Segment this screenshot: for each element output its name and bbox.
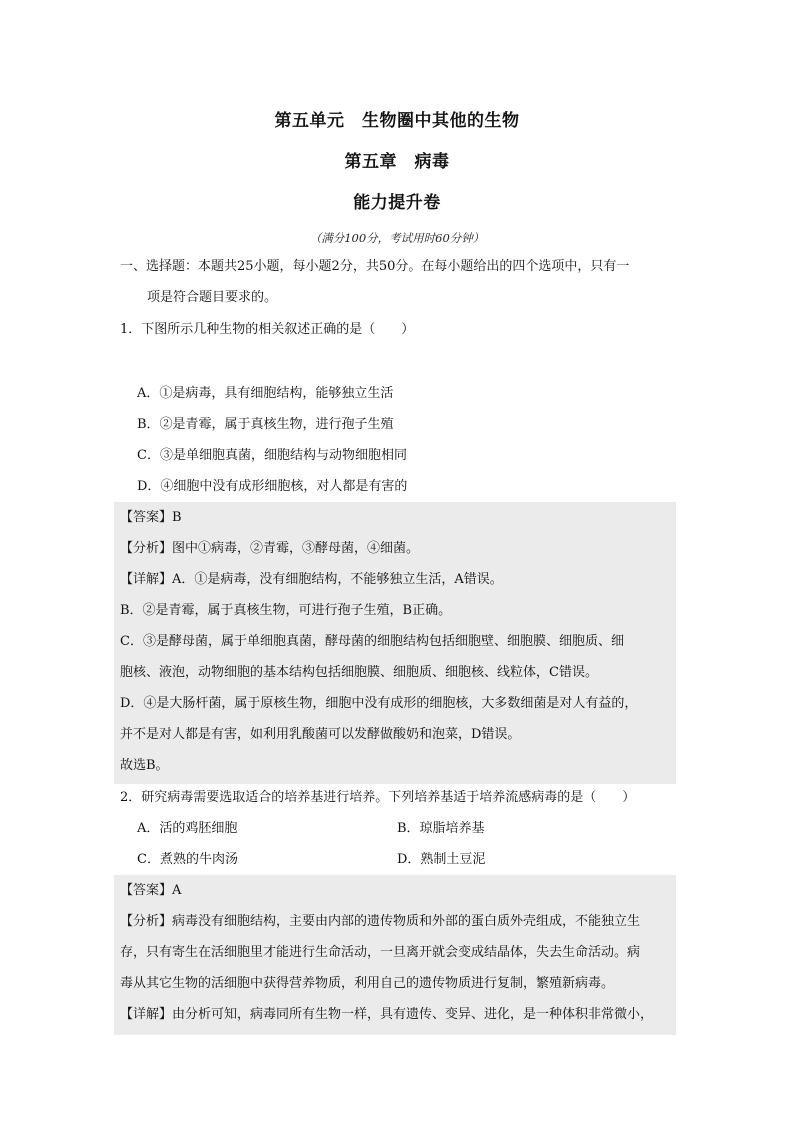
question-1-detail-line: 并不是对人都是有害，如利用乳酸菌可以发酵做酸奶和泡菜，D错误。 — [120, 727, 521, 742]
question-1-detail-line: D．④是大肠杆菌，属于原核生物，细胞中没有成形的细胞核，大多数细菌是对人有益的， — [120, 696, 638, 711]
question-2-option-a: A．活的鸡胚细胞 — [137, 821, 238, 836]
question-2-analysis-line: 存，只有寄生在活细胞里才能进行生命活动，一旦离开就会变成结晶体，失去生命活动。病 — [120, 945, 641, 960]
question-1-stem: 1．下图所示几种生物的相关叙述正确的是（ ） — [120, 322, 415, 337]
question-2-option-b: B．琼脂培养基 — [397, 821, 485, 836]
question-1-analysis: 【分析】图中①病毒，②青霉，③酵母菌，④细菌。 — [120, 541, 420, 556]
section-intro-line-2: 项是符合题目要求的。 — [147, 290, 278, 305]
question-1-option-c: C．③是单细胞真菌，细胞结构与动物细胞相同 — [137, 448, 407, 463]
question-1-detail-line: 【详解】A．①是病毒，没有细胞结构，不能够独立生活，A错误。 — [120, 572, 503, 587]
question-2-stem: 2．研究病毒需要选取适合的培养基进行培养。下列培养基适于培养流感病毒的是（ ） — [120, 790, 636, 805]
exam-info: （满分100分，考试用时60分钟） — [309, 231, 485, 245]
question-2-analysis-line: 【分析】病毒没有细胞结构，主要由内部的遗传物质和外部的蛋白质外壳组成，不能独立生 — [120, 914, 641, 929]
question-1-detail-line: 胞核、液泡，动物细胞的基本结构包括细胞膜、细胞质、细胞核、线粒体，C错误。 — [120, 665, 598, 680]
question-1-detail-line: B．②是青霉，属于真核生物，可进行孢子生殖，B正确。 — [120, 603, 452, 618]
question-1-option-a: A．①是病毒，具有细胞结构，能够独立生活 — [137, 386, 394, 401]
question-2-option-d: D．熟制土豆泥 — [397, 852, 486, 867]
section-intro-line-1: 一、选择题：本题共25小题，每小题2分，共50分。在每小题给出的四个选项中，只有一 — [120, 259, 630, 274]
question-1-option-d: D．④细胞中没有成形细胞核，对人都是有害的 — [137, 479, 408, 494]
question-2-analysis-line: 毒从其它生物的活细胞中获得营养物质，利用自己的遗传物质进行复制，繁殖新病毒。 — [120, 976, 615, 991]
question-1-answer: 【答案】B — [120, 510, 182, 525]
question-2-answer: 【答案】A — [120, 883, 182, 898]
paper-title: 能力提升卷 — [353, 193, 441, 213]
question-1-conclusion: 故选B。 — [120, 758, 169, 773]
unit-title: 第五单元 生物圈中其他的生物 — [274, 111, 520, 131]
question-1-detail-line: C．③是酵母菌，属于单细胞真菌，酵母菌的细胞结构包括细胞壁、细胞膜、细胞质、细 — [120, 634, 624, 649]
question-2-option-c: C．煮熟的牛肉汤 — [137, 852, 238, 867]
question-2-detail-line: 【详解】由分析可知，病毒同所有生物一样，具有遗传、变异、进化，是一种体积非常微小， — [120, 1007, 654, 1022]
chapter-title: 第五章 病毒 — [344, 152, 450, 172]
question-1-option-b: B．②是青霉，属于真核生物，进行孢子生殖 — [137, 417, 394, 432]
